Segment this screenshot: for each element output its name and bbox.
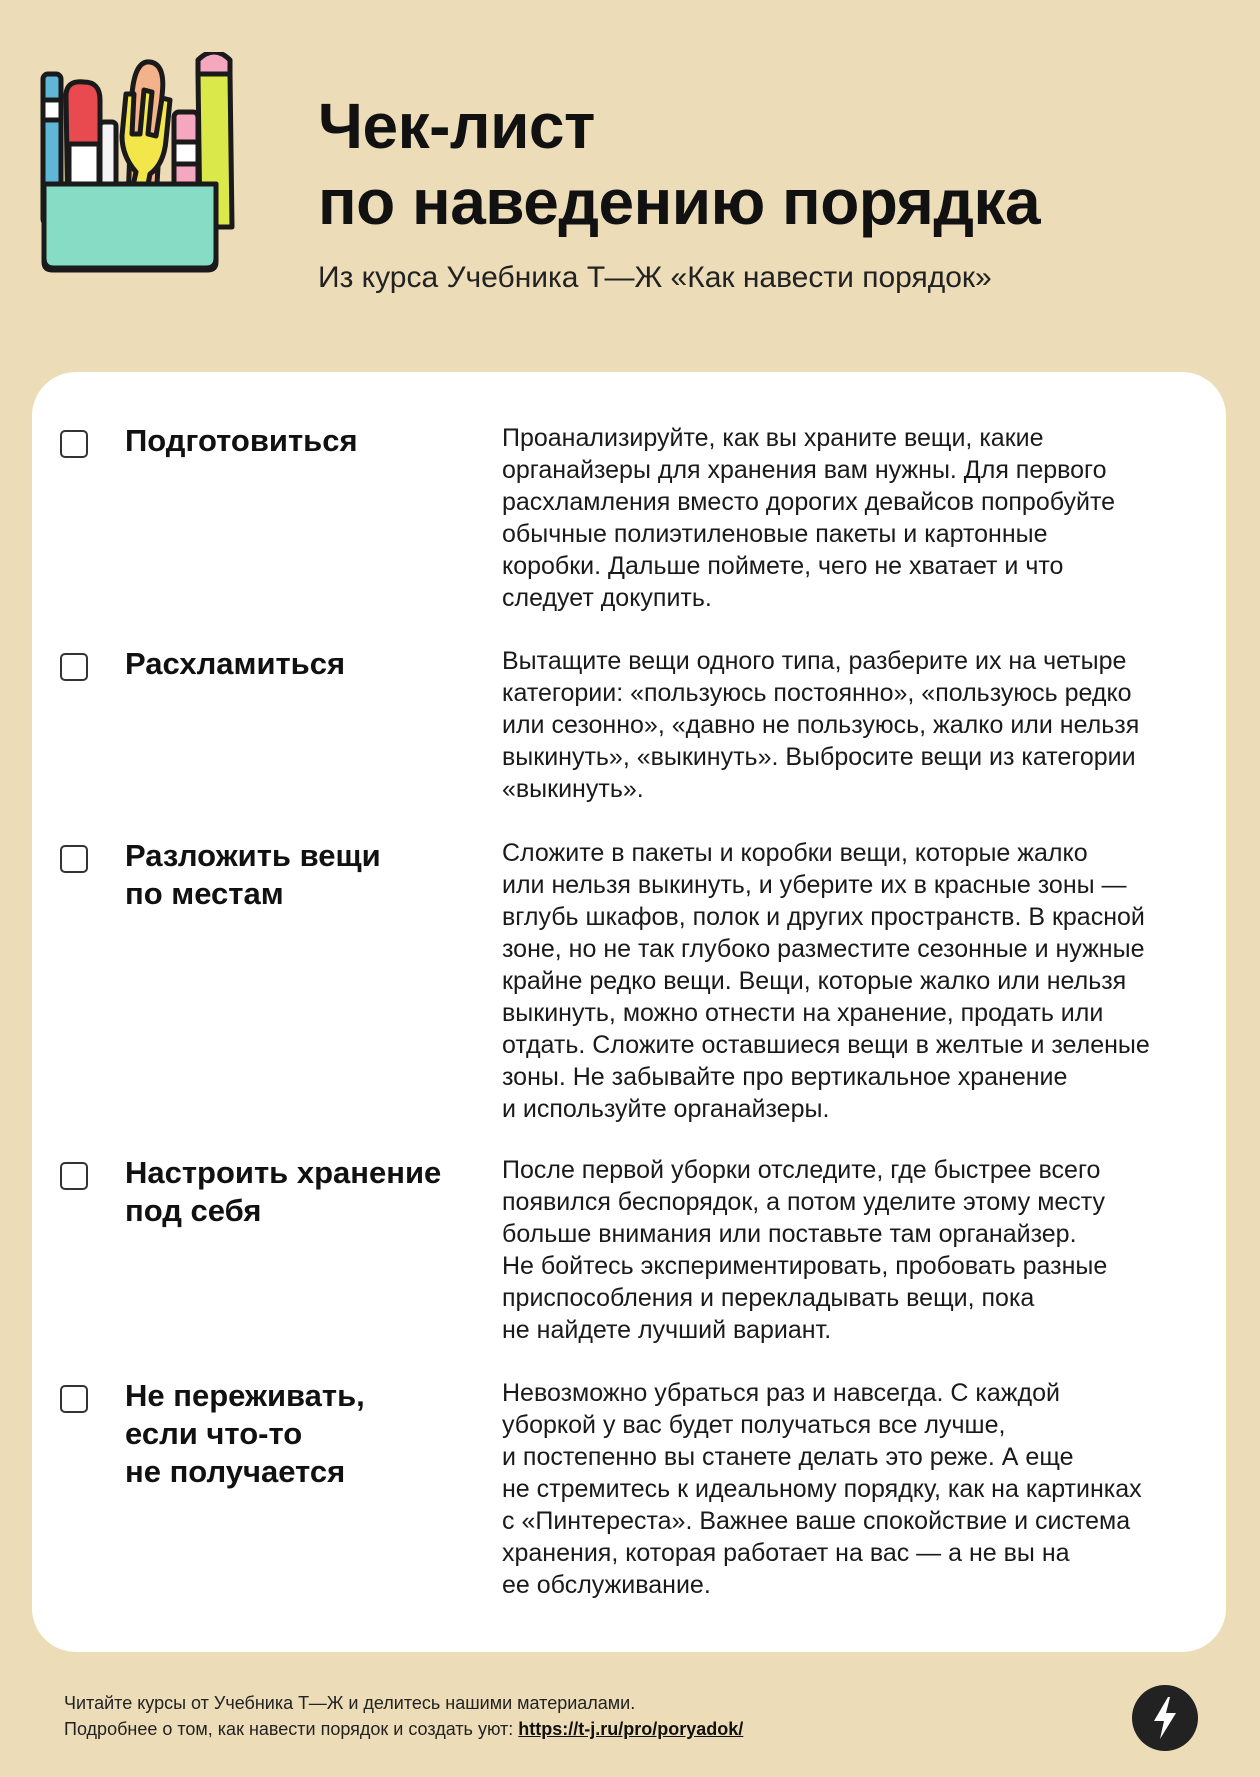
- item-title: Разложить вещи по местам: [125, 838, 381, 911]
- item-title: Настроить хранение под себя: [125, 1155, 442, 1228]
- checkbox-icon[interactable]: [60, 653, 88, 681]
- footer-link[interactable]: https://t-j.ru/pro/poryadok/: [518, 1719, 744, 1739]
- item-text: После первой уборки отследите, где быстрее всего появился беспорядок, а потом уделите этому месту больше внимания или поставьте там органайзер. Не бойтесь экспериментировать, пробовать разные приспособления и перекладывать вещи, пока не найдете лучший вариант.: [502, 1156, 1108, 1344]
- footer: [64, 1690, 743, 1742]
- item-title: Подготовиться: [125, 423, 358, 458]
- footer-line-1: Читайте курсы от Учебника Т—Ж и делитесь нашими материалами.: [64, 1693, 636, 1713]
- page-subtitle: Из курса Учебника Т—Ж «Как навести порядок»: [318, 261, 992, 294]
- lightning-logo-icon: [1132, 1685, 1198, 1751]
- item-text: Невозможно убраться раз и навсегда. С каждой уборкой у вас будет получаться все лучше, и постепенно вы станете делать это реже. А еще не стремитесь к идеальному порядку, как на картинках с «Пинтереста». Важнее ваше спокойствие и система хранения, которая работает на вас — а не вы на ее обслуживание.: [502, 1379, 1142, 1599]
- checkbox-icon[interactable]: [60, 430, 88, 458]
- footer-line-2-text: Подробнее о том, как навести порядок и создать уют:: [64, 1719, 519, 1739]
- item-title: Расхламиться: [125, 646, 346, 681]
- item-title: Не переживать, если что-то не получается: [125, 1378, 365, 1489]
- item-text: Сложите в пакеты и коробки вещи, которые жалко или нельзя выкинуть, и уберите их в красные зоны — вглубь шкафов, полок и других пространств. В красной зоне, но не так глубоко разместите сезонные и нужные крайне редко вещи. Вещи, которые жалко или нельзя выкинуть, можно отнести на хранение, продать или отдать. Сложите оставшиеся вещи в желтые и зеленые зоны. Не забывайте про вертикальное хранение и используйте органайзеры.: [502, 839, 1150, 1123]
- checkbox-icon[interactable]: [60, 1385, 88, 1413]
- footer-line-2: [64, 1716, 743, 1742]
- checklist-card: [32, 372, 1226, 1652]
- checkbox-icon[interactable]: [60, 1162, 88, 1190]
- checkbox-icon[interactable]: [60, 845, 88, 873]
- item-text: Вытащите вещи одного типа, разберите их на четыре категории: «пользуюсь постоянно», «пользуюсь редко или сезонно», «давно не пользуюсь, жалко или нельзя выкинуть», «выкинуть». Выбросите вещи из категории «выкинуть».: [502, 647, 1140, 803]
- title-line-1: Чек-лист: [318, 90, 595, 162]
- title-line-2: по наведению порядка: [318, 166, 1041, 238]
- item-text: Проанализируйте, как вы храните вещи, какие органайзеры для хранения вам нужны. Для первого расхламления вместо дорогих девайсов попробуйте обычные полиэтиленовые пакеты и картонные коробки. Дальше поймете, чего не хватает и что следует докупить.: [502, 424, 1116, 612]
- pencil-cup-illustration: [40, 52, 255, 312]
- page-title: [318, 88, 1040, 240]
- title-block: [318, 88, 1040, 296]
